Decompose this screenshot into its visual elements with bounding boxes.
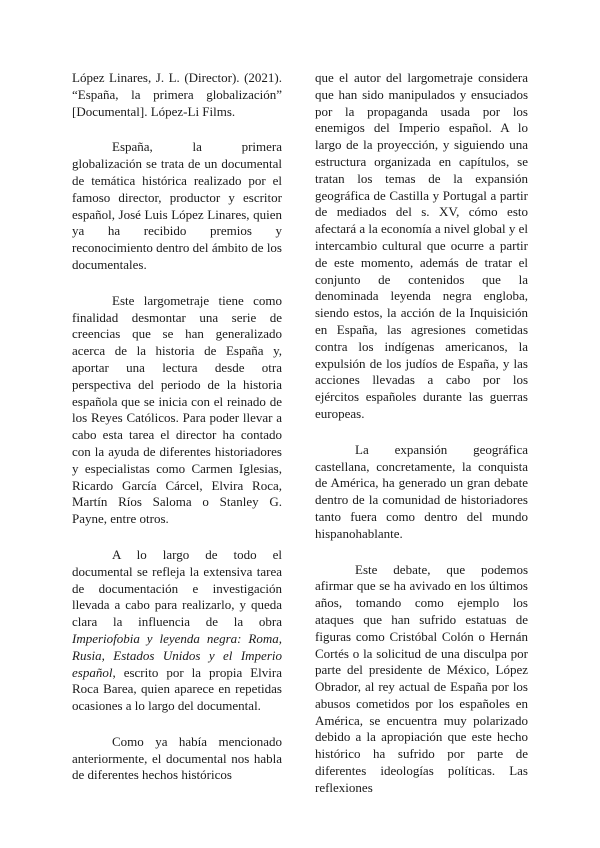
left-column [72,70,282,803]
right-column [315,70,528,816]
paragraph-documentation [72,547,282,715]
paragraph-historical-facts: Como ya había mencionado anteriormente, el documental nos habla de diferentes hechos históricos [72,733,282,783]
citation: López Linares, J. L. (Director). (2021). “España, la primera globalización” [Documental]. López-Li Films. [72,70,282,119]
paragraph-purpose: Este largometraje tiene como finalidad desmontar una serie de creencias que se han generalizado acerca de la historia de España y, aportar una lectura desde otra perspectiva del periodo de la historia española que se inicia con el reinado de los Reyes Católicos. Para poder llevar a cabo esta tarea el director ha contado con la ayuda de diferentes historiadores y especialistas como Carmen Iglesias, Ricardo García Cárcel, Elvira Roca, Martín Ríos Saloma o Stanley G. Payne, entre otros. [72,292,282,527]
paragraph-continuation: que el autor del largometraje considera que han sido manipulados y ensuciados por la propaganda usada por los enemigos del Imperio español. A lo largo de la proyección, y siguiendo una estructura organizada en capítulos, se tratan los temas de la expansión geográfica de Castilla y Portugal a partir de mediados del s. XV, cómo esto afectará a la economía a nivel global y el intercambio cultural que ocurre a partir de este momento, además de tratar el conjunto de contenidos que la denominada leyenda negra engloba, siendo estos, la acción de la Inquisición en España, las agresiones cometidas contra los indígenas americanos, la expulsión de los judíos de España, y las acciones llevadas a cabo por los ejércitos españoles durante las guerras europeas. [315,70,528,421]
paragraph-documentation-text-a: A lo largo de todo el documental se refleja la extensiva tarea de documentación e investigación llevada a cabo para realizarlo, y queda clara la influencia de la obra [72,546,282,630]
paragraph-expansion: La expansión geográfica castellana, concretamente, la conquista de América, ha generado un gran debate dentro de la comunidad de historiadores tanto fuera como dentro del mundo hispanohablante. [315,441,528,541]
book-title: Imperiofobia y leyenda negra: Roma, Rusia, Estados Unidos y el Imperio español [72,630,282,680]
paragraph-documentation-text-b: , escrito por la propia Elvira Roca Barea, quien aparece en repetidas ocasiones a lo largo del documental. [72,664,282,714]
paragraph-debate: Este debate, que podemos afirmar que se ha avivado en los últimos años, tomando como ejemplo los ataques que han sufrido estatuas de figuras como Cristóbal Colón o Hernán Cortés o la solicitud de una disculpa por parte del presidente de México, López Obrador, al rey actual de España por los abusos cometidos por los españoles en América, se encuentra muy polarizado debido a la apropiación que este hecho histórico ha sufrido por parte de diferentes ideologías políticas. Las reflexiones [315,561,528,795]
paragraph-intro: España, la primera globalización se trata de un documental de temática histórica realizado por el famoso director, productor y escritor español, José Luis López Linares, quien ya ha recibido premios y reconocimiento dentro del ámbito de los documentales. [72,139,282,272]
